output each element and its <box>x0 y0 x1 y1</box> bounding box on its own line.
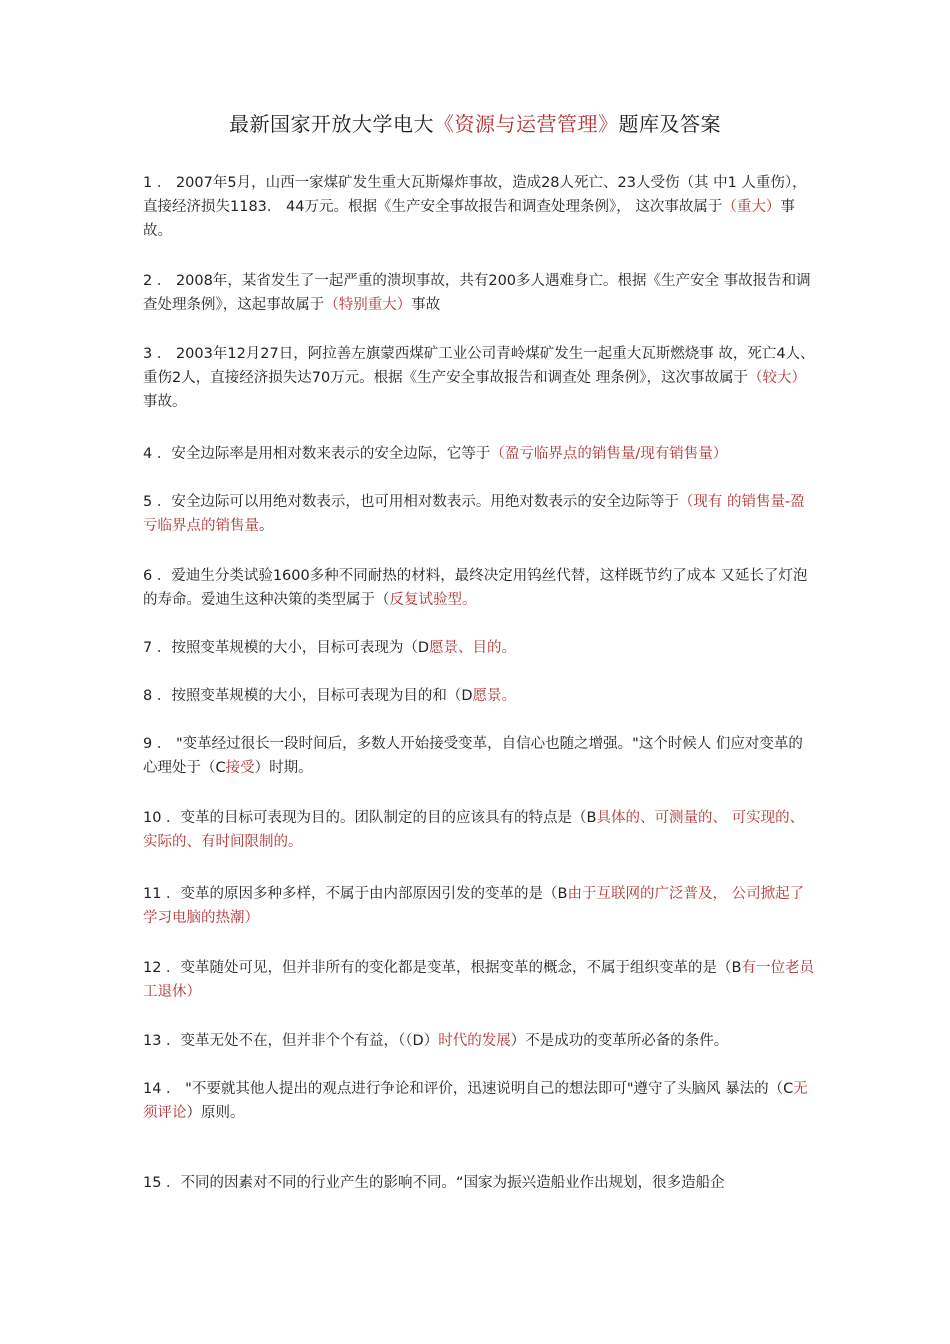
question-tail: ）原则。 <box>186 1105 245 1121</box>
question-tail: ）时期。 <box>254 760 313 776</box>
question-text: 4 ．安全边际率是用相对数来表示的安全边际，它等于 <box>143 446 491 462</box>
question-1 <box>143 171 815 243</box>
title-suffix: 题库及答案 <box>618 112 721 136</box>
answer-text: 具体的、可测量的、 可实现的、实际的、有时间限制的。 <box>143 810 805 850</box>
answer-text: 愿景。 <box>472 688 516 704</box>
question-text: 13 ．变革无处不在，但并非个个有益，（（D） <box>143 1033 439 1049</box>
question-text: 1 ． 2007年5月，山西一家煤矿发生重大瓦斯爆炸事故，造成28人死亡、23人受伤（其 中1 人重伤），直接经济损失1183． 44万元。根据《生产安全事故报告和调查处理条例》， 这次事故属于 <box>143 175 807 215</box>
question-10 <box>143 806 815 854</box>
answer-text: （盈亏临界点的销售量/现有销售量） <box>490 446 728 462</box>
answer-text: 由于互联网的广泛普及， 公司掀起了学习电脑的热潮） <box>143 886 805 926</box>
question-6 <box>143 564 815 612</box>
question-text: 9 ． "变革经过很长一段时间后，多数人开始接受变革，自信心也随之增强。"这个时候人 们应对变革的心理处于（C <box>143 736 803 776</box>
question-15 <box>143 1171 815 1195</box>
answer-text: 接受 <box>225 760 255 776</box>
question-13 <box>143 1029 815 1053</box>
question-9 <box>143 732 815 780</box>
title-prefix: 最新国家开放大学电大 <box>229 112 434 136</box>
answer-text: （特别重大） <box>324 297 412 313</box>
question-text: 3 ． 2003年12月27日，阿拉善左旗蒙西煤矿工业公司青岭煤矿发生一起重大瓦斯燃烧事 故，死亡4人、重伤2人，直接经济损失达70万元。根据《生产安全事故报告和调查处 理条例》，这次事故属于 <box>143 346 815 386</box>
question-5 <box>143 490 815 538</box>
question-tail: 事故。 <box>143 394 187 410</box>
question-tail: 事故。 <box>143 199 795 239</box>
question-text: 5 ．安全边际可以用绝对数表示，也可用相对数表示。用绝对数表示的安全边际等于 <box>143 494 679 510</box>
question-2 <box>143 269 815 317</box>
page-title <box>0 108 950 137</box>
question-text: 2 ． 2008年，某省发生了一起严重的溃坝事故，共有200多人遇难身亡。根据《生产安全 事故报告和调查处理条例》，这起事故属于 <box>143 273 811 313</box>
question-text: 14 ． "不要就其他人提出的观点进行争论和评价，迅速说明自己的想法即可"遵守了头脑风 暴法的（C <box>143 1081 794 1097</box>
question-text: 7 ．按照变革规模的大小，目标可表现为（D <box>143 640 429 656</box>
answer-text: 反复试验型。 <box>389 592 477 608</box>
answer-text: （重大） <box>722 199 781 215</box>
question-text: 8 ．按照变革规模的大小，目标可表现为目的和（D <box>143 688 473 704</box>
question-11 <box>143 882 815 930</box>
answer-text: 无须评论 <box>143 1081 808 1121</box>
question-text: 10 ．变革的目标可表现为目的。团队制定的目的应该具有的特点是（B <box>143 810 597 826</box>
answer-text: 有一位老员工退休） <box>143 960 815 1000</box>
title-course-name: 《资源与运营管理》 <box>434 112 619 136</box>
answer-text: 时代的发展 <box>438 1033 511 1049</box>
question-text: 15 ．不同的因素对不同的行业产生的影响不同。“国家为振兴造船业作出规划，很多造船企 <box>143 1175 725 1191</box>
question-tail: 。 <box>259 518 274 534</box>
question-text: 12 ．变革随处可见，但并非所有的变化都是变革，根据变革的概念，不属于组织变革的是（B <box>143 960 742 976</box>
question-tail: ）不是成功的变革所必备的条件。 <box>510 1033 729 1049</box>
question-12 <box>143 956 815 1004</box>
question-text: 11 ．变革的原因多种多样，不属于由内部原因引发的变革的是（B <box>143 886 568 902</box>
answer-text: （较大） <box>748 370 807 386</box>
answer-text: （现有 的销售量-盈亏临界点的销售量 <box>143 494 805 534</box>
question-7 <box>143 636 815 660</box>
question-14 <box>143 1077 815 1125</box>
question-text: 6 ．爱迪生分类试验1600多种不同耐热的材料，最终决定用钨丝代替，这样既节约了成本 又延长了灯泡的寿命。爱迪生这种决策的类型属于（ <box>143 568 808 608</box>
answer-text: 愿景、目的。 <box>429 640 516 656</box>
question-3 <box>143 342 815 414</box>
question-tail: 事故 <box>411 297 441 313</box>
question-4 <box>143 442 815 466</box>
question-8 <box>143 684 815 708</box>
